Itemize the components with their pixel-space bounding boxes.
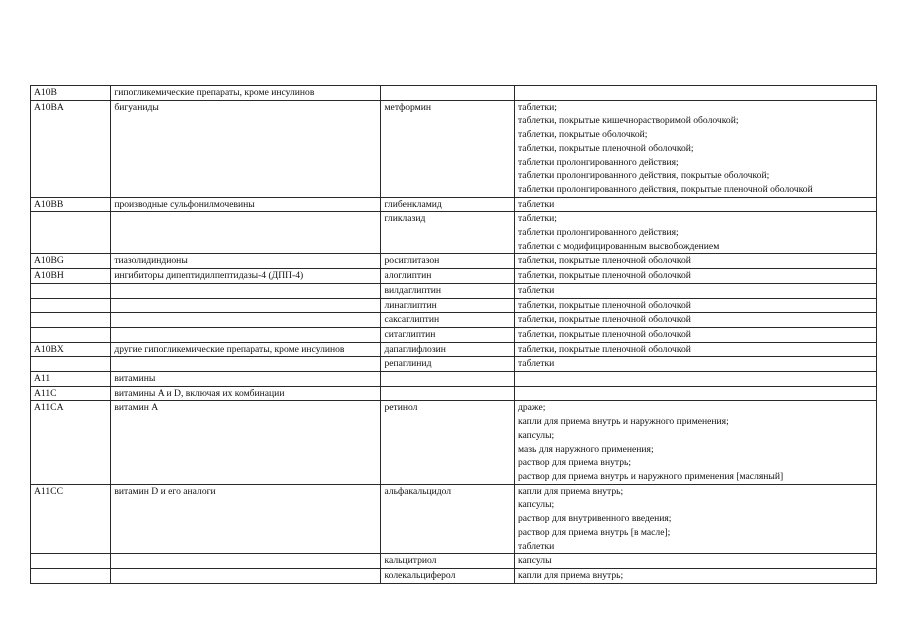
pharmacological-group-cell xyxy=(111,283,381,298)
dosage-form-line: капсулы; xyxy=(518,429,555,441)
dosage-form-line: таблетки пролонгированного действия, покрытые пленочной оболочкой xyxy=(518,183,813,195)
drug-classification-table xyxy=(30,85,877,584)
drug-name-cell: саксаглиптин xyxy=(381,313,515,328)
dosage-form-line: таблетки, покрытые пленочной оболочкой xyxy=(518,314,691,326)
dosage-form-line: раствор для приема внутрь [в масле]; xyxy=(518,526,671,538)
pharmacological-group-cell xyxy=(111,568,381,583)
table-row xyxy=(31,357,877,372)
dosage-form-cell xyxy=(515,342,877,357)
drug-name-cell: ситаглиптин xyxy=(381,327,515,342)
dosage-form-line: таблетки xyxy=(518,198,555,210)
drug-name-cell: альфакальцидол xyxy=(381,484,515,554)
drug-name-cell: вилдаглиптин xyxy=(381,283,515,298)
dosage-form-cell xyxy=(515,372,877,387)
atc-code-cell xyxy=(31,327,111,342)
dosage-form-line: таблетки, покрытые оболочкой; xyxy=(518,129,648,141)
atc-code-cell: A11CC xyxy=(31,484,111,554)
dosage-form-line: драже; xyxy=(518,402,546,414)
dosage-form-line: таблетки, покрытые пленочной оболочкой xyxy=(518,328,691,340)
atc-code-cell xyxy=(31,212,111,254)
dosage-form-cell xyxy=(515,386,877,401)
atc-code-cell: A10BG xyxy=(31,254,111,269)
dosage-form-cell xyxy=(515,298,877,313)
drug-name-cell xyxy=(381,386,515,401)
pharmacological-group-cell: витамин A xyxy=(111,401,381,484)
dosage-form-line: таблетки с модифицированным высвобождением xyxy=(518,240,720,252)
dosage-form-cell xyxy=(515,197,877,212)
pharmacological-group-cell: бигуаниды xyxy=(111,100,381,197)
pharmacological-group-cell: ингибиторы дипептидилпептидазы-4 (ДПП-4) xyxy=(111,269,381,284)
atc-code-cell: A10BH xyxy=(31,269,111,284)
dosage-form-cell xyxy=(515,401,877,484)
dosage-form-cell xyxy=(515,313,877,328)
atc-code-cell xyxy=(31,283,111,298)
dosage-form-line: таблетки, покрытые пленочной оболочкой; xyxy=(518,142,694,154)
drug-name-cell: репаглинид xyxy=(381,357,515,372)
dosage-form-line: таблетки xyxy=(518,540,555,552)
drug-name-cell: ретинол xyxy=(381,401,515,484)
dosage-form-line: таблетки пролонгированного действия; xyxy=(518,156,679,168)
drug-name-cell: дапаглифлозин xyxy=(381,342,515,357)
dosage-form-cell xyxy=(515,554,877,569)
dosage-form-line: таблетки, покрытые кишечнорастворимой оболочкой; xyxy=(518,115,739,127)
table-row xyxy=(31,554,877,569)
pharmacological-group-cell: тиазолидиндионы xyxy=(111,254,381,269)
dosage-form-line: таблетки, покрытые пленочной оболочкой xyxy=(518,299,691,311)
dosage-form-line: таблетки, покрытые пленочной оболочкой xyxy=(518,343,691,355)
atc-code-cell: A10BA xyxy=(31,100,111,197)
atc-code-cell: A10BX xyxy=(31,342,111,357)
table-row xyxy=(31,342,877,357)
dosage-form-cell xyxy=(515,269,877,284)
dosage-form-line: таблетки, покрытые пленочной оболочкой xyxy=(518,255,691,267)
dosage-form-line: раствор для приема внутрь и наружного применения [масляный] xyxy=(518,470,784,482)
dosage-form-line: таблетки; xyxy=(518,101,557,113)
dosage-form-cell xyxy=(515,357,877,372)
dosage-form-cell xyxy=(515,254,877,269)
drug-name-cell: гликлазид xyxy=(381,212,515,254)
dosage-form-cell xyxy=(515,327,877,342)
dosage-form-line: таблетки xyxy=(518,358,555,370)
table-row xyxy=(31,484,877,554)
dosage-form-line: таблетки; xyxy=(518,213,557,225)
table-row xyxy=(31,313,877,328)
atc-code-cell xyxy=(31,298,111,313)
atc-code-cell: A11C xyxy=(31,386,111,401)
drug-name-cell xyxy=(381,372,515,387)
dosage-form-cell xyxy=(515,100,877,197)
table-row xyxy=(31,100,877,197)
table-row xyxy=(31,283,877,298)
pharmacological-group-cell xyxy=(111,357,381,372)
table-row xyxy=(31,298,877,313)
pharmacological-group-cell: витамины xyxy=(111,372,381,387)
dosage-form-cell xyxy=(515,86,877,101)
dosage-form-line: капли для приема внутрь; xyxy=(518,569,624,581)
atc-code-cell: A10BB xyxy=(31,197,111,212)
dosage-form-line: раствор для приема внутрь; xyxy=(518,457,632,469)
dosage-form-line: капсулы; xyxy=(518,499,555,511)
dosage-form-line: таблетки пролонгированного действия, покрытые оболочкой; xyxy=(518,170,770,182)
atc-code-cell xyxy=(31,554,111,569)
pharmacological-group-cell xyxy=(111,298,381,313)
table-row xyxy=(31,568,877,583)
drug-name-cell: алоглиптин xyxy=(381,269,515,284)
dosage-form-line: таблетки пролонгированного действия; xyxy=(518,227,679,239)
atc-code-cell xyxy=(31,568,111,583)
atc-code-cell xyxy=(31,313,111,328)
pharmacological-group-cell xyxy=(111,313,381,328)
dosage-form-line: капли для приема внутрь и наружного применения; xyxy=(518,416,729,428)
table-row xyxy=(31,212,877,254)
pharmacological-group-cell xyxy=(111,327,381,342)
table-row xyxy=(31,386,877,401)
drug-name-cell: линаглиптин xyxy=(381,298,515,313)
table-row xyxy=(31,86,877,101)
drug-name-cell: глибенкламид xyxy=(381,197,515,212)
dosage-form-line: раствор для внутривенного введения; xyxy=(518,513,672,525)
atc-code-cell xyxy=(31,357,111,372)
atc-code-cell: A11 xyxy=(31,372,111,387)
table-row xyxy=(31,254,877,269)
pharmacological-group-cell: витамин D и его аналоги xyxy=(111,484,381,554)
dosage-form-line: таблетки, покрытые пленочной оболочкой xyxy=(518,270,691,282)
dosage-form-line: капли для приема внутрь; xyxy=(518,485,624,497)
dosage-form-cell xyxy=(515,283,877,298)
table-row xyxy=(31,269,877,284)
drug-name-cell: росиглитазон xyxy=(381,254,515,269)
atc-code-cell: A10B xyxy=(31,86,111,101)
drug-name-cell xyxy=(381,86,515,101)
table-row xyxy=(31,401,877,484)
table-body xyxy=(31,86,877,584)
table-row xyxy=(31,327,877,342)
dosage-form-cell xyxy=(515,484,877,554)
drug-name-cell: колекальциферол xyxy=(381,568,515,583)
atc-code-cell: A11CA xyxy=(31,401,111,484)
dosage-form-cell xyxy=(515,212,877,254)
drug-name-cell: метформин xyxy=(381,100,515,197)
pharmacological-group-cell: другие гипогликемические препараты, кроме инсулинов xyxy=(111,342,381,357)
dosage-form-line: таблетки xyxy=(518,284,555,296)
drug-name-cell: кальцитриол xyxy=(381,554,515,569)
pharmacological-group-cell xyxy=(111,554,381,569)
pharmacological-group-cell: производные сульфонилмочевины xyxy=(111,197,381,212)
dosage-form-line: мазь для наружного применения; xyxy=(518,443,654,455)
pharmacological-group-cell xyxy=(111,212,381,254)
table-row xyxy=(31,372,877,387)
dosage-form-line: капсулы xyxy=(518,555,552,567)
table-row xyxy=(31,197,877,212)
pharmacological-group-cell: гипогликемические препараты, кроме инсулинов xyxy=(111,86,381,101)
pharmacological-group-cell: витамины A и D, включая их комбинации xyxy=(111,386,381,401)
dosage-form-cell xyxy=(515,568,877,583)
